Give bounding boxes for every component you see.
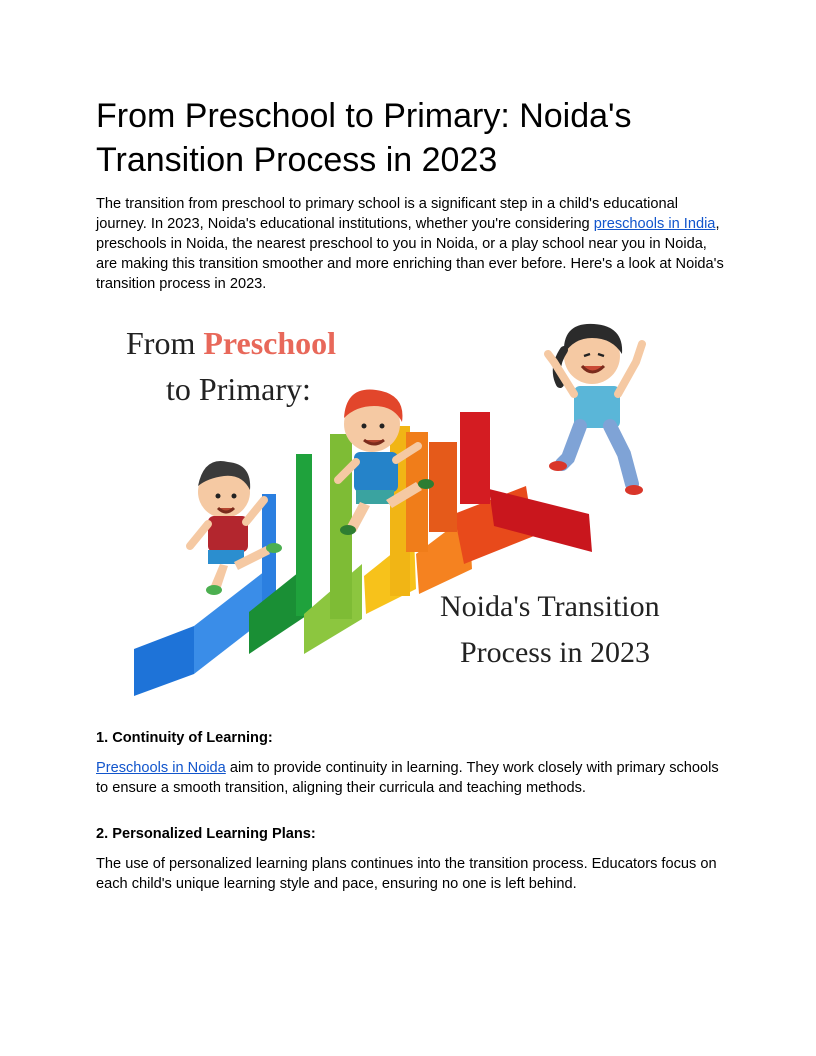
page-title: From Preschool to Primary: Noida's Transition Process in 2023: [96, 97, 632, 179]
step-green-riser: [296, 454, 312, 616]
intro-paragraph: [96, 194, 724, 294]
preschools-in-india-link[interactable]: preschools in India: [593, 216, 716, 232]
document-page: [96, 94, 724, 894]
hero-line-1a: From: [126, 325, 204, 361]
section-2-body: The use of personalized learning plans continues into the transition process. Educators focus on each child's unique learning style and pace, ensuring no one is left behind.: [96, 856, 717, 892]
section-1-text: aim to provide continuity in learning. They work closely with primary schools to ensure a smooth transition, aligning their curricula and teaching methods.: [96, 760, 719, 796]
hero-illustration: [124, 314, 724, 704]
intro-text-1: The transition from preschool to primary school is a significant step in a child's educational journey. In 2023, Noida's educational institutions, whether you're considering: [96, 196, 678, 232]
preschools-in-noida-link[interactable]: Preschools in Noida: [96, 760, 226, 776]
hero-line-3: Noida's Transition: [440, 590, 660, 623]
step-blue-1: [134, 626, 194, 696]
intro-text-2: , preschools in Noida, the nearest preschool to you in Noida, or a play school near you in Noida, are making this transition smoother and more enriching than ever before. Here's a look at Noida's transition process in 2023.: [96, 216, 724, 292]
section-1-body: [96, 758, 724, 798]
step-red-riser: [460, 412, 490, 504]
hero-line-1b: Preschool: [203, 325, 337, 361]
section-1-heading: 1. Continuity of Learning:: [96, 730, 273, 746]
step-redorange-riser: [429, 442, 457, 532]
hero-line-4: Process in 2023: [460, 636, 650, 669]
hero-line-2: to Primary:: [166, 371, 311, 407]
section-2-heading: 2. Personalized Learning Plans:: [96, 826, 316, 842]
hero-line-1: [126, 325, 336, 361]
jumping-girl: [548, 324, 643, 495]
